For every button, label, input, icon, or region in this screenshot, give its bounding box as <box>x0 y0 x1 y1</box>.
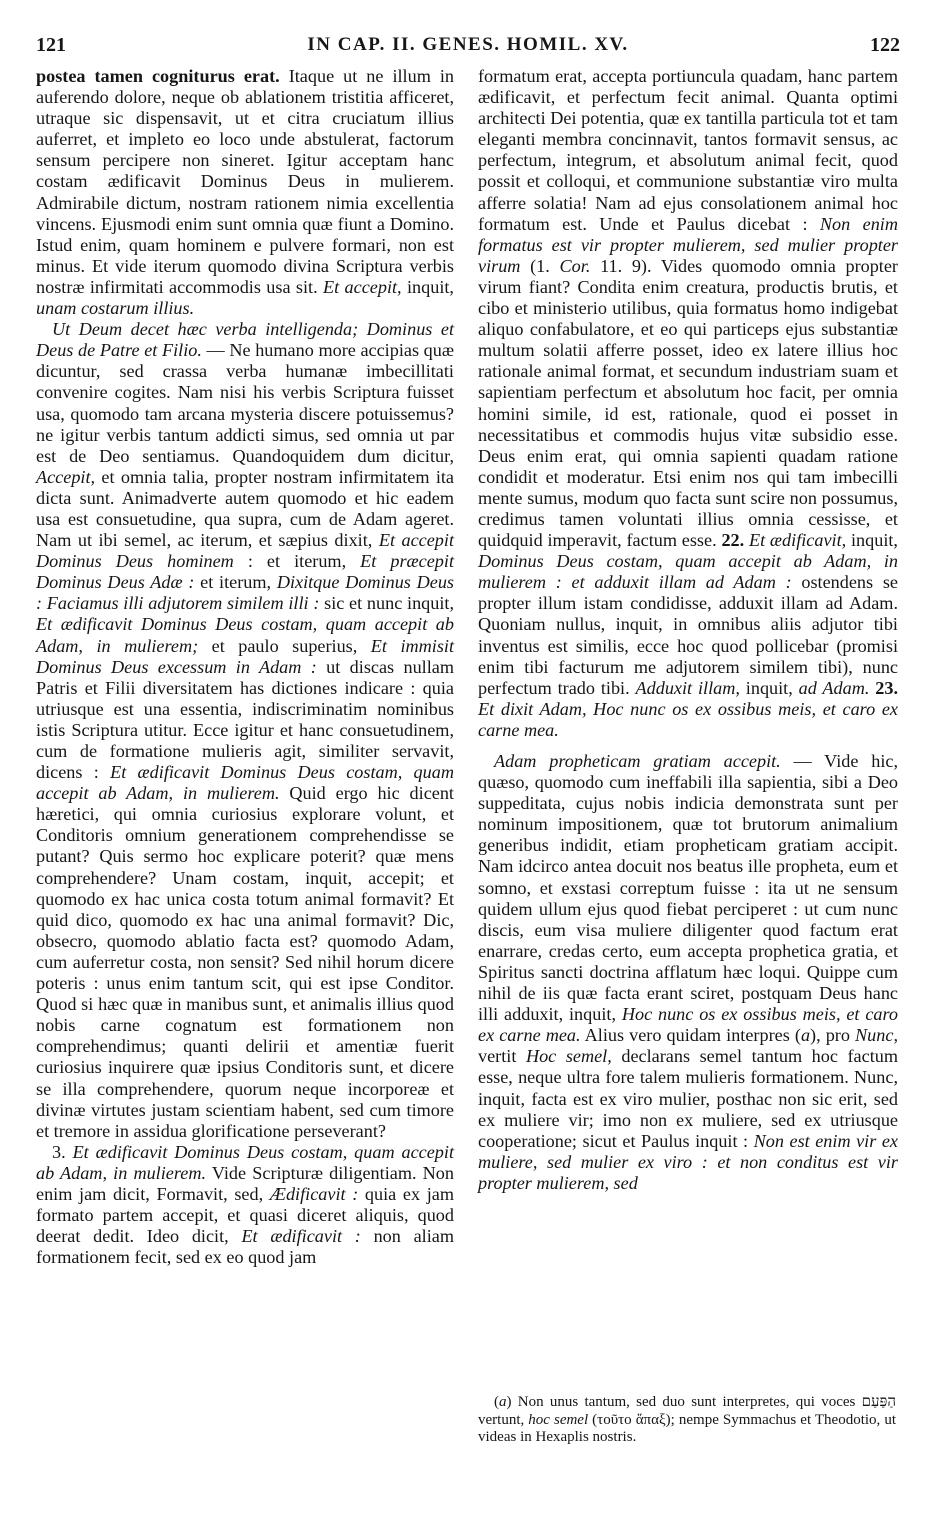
page-header <box>36 34 900 62</box>
italic-run: Et accepit, <box>323 276 402 297</box>
scripture-quote: Dixitque Dominus Deus : Faciamus illi adjutorem similem illi : <box>36 572 455 614</box>
page-number-right: 122 <box>870 34 900 56</box>
running-title: IN CAP. II. GENES. HOMIL. XV. <box>307 34 629 55</box>
text-run: — Vide hic, quæso, quomodo cum ineffabili illa sapientia, sibi a Deo suppeditata, cujus nobis indicia demonstrata sunt per nominum impositionem, quæ tot brutorum animalium generibus indidit, etiam propheticam gratiam accipit. Nam idcirco antea docuit nos beatus ille propheta, eum et somno, et exstasi correptum fuisse : ita ut ne sensum quidem ullum ejus quod fiebat perciperet : ut cum nunc discis, eum visa muliere diligenter quod factum erat enarrare, credas certo, eum accepta prophetica gratia, et Spiritus sancti doctrina afflatum hæc loqui. Quippe cum nihil de iis quæ facta erant sciret, postquam Deus hanc illi adduxit, inquit, <box>478 751 898 1025</box>
italic-run: Cor. <box>559 255 591 276</box>
scripture-quote: Et accepit Dominus Deus hominem <box>36 530 454 572</box>
text-run: et omnia talia, propter nostram infirmitatem ita dicta sunt. Animadverte autem quomodo et hic eadem usa est consuetudine, qua supra, cum de Adam ageret. Nam ut ibi semel, ac iterum, et sæpius dixit, <box>36 466 454 551</box>
footnote-marker: a <box>499 1394 507 1410</box>
right-paragraph-2 <box>478 751 898 1194</box>
scripture-quote: Dominus Deus costam, quam accepit ab Adam, in mulierem : et adduxit illam ad Adam : <box>478 551 898 593</box>
hebrew-word: הַפַּעַם <box>861 1394 896 1410</box>
left-paragraph-2 <box>36 319 454 1142</box>
text-run: vertunt, <box>478 1411 529 1428</box>
italic-run: unam costarum illius. <box>36 298 195 319</box>
text-run: quia ex jam formato partem accepit, et quasi diceret aliquis, quod deerat dedit. Ideo dicit, <box>36 1183 454 1247</box>
text-run: vertit <box>478 1046 526 1067</box>
scripture-quote: Et immisit Dominus Deus excessum in Adam : <box>36 635 454 677</box>
scripture-quote: Et ædificavit, <box>748 530 847 551</box>
text-run: ( <box>494 1394 499 1410</box>
italic-run: hoc semel <box>528 1411 589 1428</box>
right-column <box>478 66 898 1194</box>
text-run: : et iterum, <box>233 551 361 572</box>
right-paragraph-1 <box>478 66 898 741</box>
text-run: Itaque ut ne illum in auferendo dolore, neque ob ablationem tristitia afficeret, utraque sic dispensavit, ut et citra cruciatum illius auferret, et impleto eo loco unde abstulerat, factorum sensum percipere non sineret. Igitur acceptam hanc costam ædificavit Dominus Deus in mulierem. Admirabile dictum, nostram rationem nimia excellentia vincens. Ejusmodi enim sunt omnia quæ fiunt a Domino. Istud enim, quam hominem e pulvere formari, non est minus. Et vide iterum quomodo divina Scriptura verbis nostræ infirmitati accommodis usa sit. <box>36 66 454 297</box>
scripture-quote: Et dixit Adam, Hoc nunc os ex ossibus meis, et caro ex carne mea. <box>478 698 898 740</box>
page-number-left: 121 <box>36 34 66 56</box>
text-run: ), pro <box>810 1025 856 1046</box>
scripture-quote: Non enim formatus est vir propter mulierem, sed mulier propter virum <box>478 213 898 276</box>
section-heading: Adam propheticam gratiam accepit. <box>494 751 781 771</box>
scripture-quote: Non est enim vir ex muliere, sed mulier ex viro : et non conditus est vir propter mulierem, sed <box>478 1130 898 1193</box>
bold-run: postea tamen cogniturus erat. <box>36 66 280 86</box>
left-paragraph-3 <box>36 1142 454 1269</box>
italic-run: Et ædificavit : <box>241 1226 361 1247</box>
footnote-ref: a <box>800 1025 811 1046</box>
section-heading: Ut Deum decet hæc verba intelligenda; Dominus et Deus de Patre et Filio. <box>36 319 454 361</box>
scripture-quote: Hoc nunc os ex ossibus meis, et caro ex carne mea. <box>478 1004 898 1046</box>
text-run: ) Non unus tantum, sed duo sunt interpretes, qui voces <box>506 1394 862 1410</box>
scripture-quote: Et ædificavit Dominus Deus costam, quam accepit ab Adam, in mulierem. <box>36 1141 455 1183</box>
text-run: Quid ergo hic dicent hæretici, qui omnia curiosius explorare volunt, et Conditoris omnium generationem comprehendisse se putant? Quis sermo hoc explicare poterit? quæ mens comprehendere? Unam costam, inquit, accepit; et quomodo ex hac unica costa totum animal formavit? Et quid dico, quomodo ex hac una animal formavit? Dic, obsecro, quomodo ablatio facta est? quomodo Adam, cum auferretur costa, non sensit? Sed nihil horum dicere poteris : unus enim tantum scit, qui est ipse Conditor. Quod si hæc quæ in manibus sunt, et animalis illius quod nobis carne cognatum est formationem non comprehendimus; quanti delirii et amentiæ fuerit curiosius inquirere quæ ipsius Conditoris sunt, et dicere se illa comprehendere, quorum neque incorporeæ et divinæ virtutes justam scientiam habent, sed cum timore et tremore in assidua glorificatione perseverant? <box>36 783 454 1141</box>
left-column <box>36 66 454 1268</box>
scripture-quote: Et ædificavit Dominus Deus costam, quam accepit ab Adam, in mulierem. <box>36 762 454 804</box>
scripture-quote: ad Adam. <box>798 677 870 698</box>
scripture-quote: Adduxit illam, <box>635 677 740 698</box>
verse-number: 23. <box>875 677 899 698</box>
text-run: inquit, <box>739 677 799 698</box>
text-run: inquit, <box>846 530 898 551</box>
text-run: formatum erat, accepta portiuncula quadam, hanc partem ædificavit, et perfectum fecit animal. Quanta optimi architecti Dei potentia, quæ ex tantilla particula tot et tam eleganti membra concinnavit, tantos formavit sensus, ac perfectum, integrum, et absolutum animal fecit, quod possit et colloqui, et communione substantiæ viro multa afferre solatia! Nam ad ejus consolationem animal hoc formatum est. Unde et Paulus dicebat : <box>478 66 898 234</box>
footnote-paragraph <box>478 1394 896 1447</box>
text-run: declarans semel tantum hoc factum esse, neque ultra fore talem mulieris formationem. Nunc, inquit, facta est ex viro mulier, posthac non sic erit, sed ex muliere vir; imo non ex muliere, sed ex utriusque cooperatione; sicut et Paulus inquit : <box>478 1046 898 1151</box>
italic-run: Accepit, <box>36 466 96 487</box>
text-run: (1. <box>520 255 560 276</box>
left-paragraph-1 <box>36 66 454 319</box>
text-run: sic et nunc inquit, <box>319 593 455 614</box>
italic-run: Ædificavit : <box>269 1183 359 1204</box>
text-run: ostendens se propter illum istam condidisse, adduxit illam ad Adam. Quoniam nullus, inquit, in omnibus aliis adjutor tibi inventus est similis, ecce hoc quod pollicebar (promisi enim tibi facturum me adjutorem similem tibi), nunc perfectum trado tibi. <box>478 572 898 698</box>
text-run: non aliam formationem fecit, sed ex eo quod jam <box>36 1226 454 1268</box>
text-run: ut discas nullam Patris et Filii diversitatem has dictiones indicare : quia utriusque est una essentia, indiscriminatim nominibus istis Scriptura utitur. Ecce igitur et hanc consuetudinem, cum de formatione mulieris agit, similiter servavit, dicens : <box>36 656 455 783</box>
footnote <box>478 1394 896 1447</box>
text-run: et paulo superius, <box>198 635 371 656</box>
text-run: inquit, <box>401 276 454 297</box>
scripture-quote: Et ædificavit Dominus Deus costam, quam accepit ab Adam, in mulierem; <box>36 614 454 656</box>
text-run: (τοῦτο ἅπαξ); nempe Symmachus et Theodotio, ut videas in Hexaplis nostris. <box>478 1411 896 1445</box>
text-run: — Ne humano more accipias quæ dicuntur, sed crassa verba humanæ imbecillitati convenire cogites. Nam nisi his verbis Scriptura fuisset usa, quomodo tam arcana mysteria discere potuissemus? ne igitur verbis tantum addicti simus, sed omnia ut par est de Deo sentiamus. Quandoquidem dum dicitur, <box>36 340 454 466</box>
section-number: 3. <box>52 1141 73 1162</box>
text-run: Vide Scripturæ diligentiam. Non enim jam dicit, Formavit, sed, <box>36 1162 454 1204</box>
italic-run: Nunc, <box>855 1025 898 1046</box>
text-run: 11. 9). Vides quomodo omnia propter virum fiant? Condita enim creatura, productis brutis, et cibo et ministerio utilibus, quia formatus homo indigebat aliquo confabulatore, et eo qui particeps ejus substantiæ multum solatii afferre posset, ideo ex latere illius hoc rationale animal format, et secundum industriam suam et sapientiam perfectum et absolutum hoc facit, per omnia homini simile, id est, rationale, quod ei posset in necessitatibus et commodis hujus vitæ subsidio esse. Deus enim erat, qui omnia sapienti quadam ratione condidit et moderatur. Etsi enim nos qui tam imbecilli mente sumus, modum quo facta sunt scire non possumus, credimus tamen voluntati illius omnia cessisse, et quidquid imperavit, factum esse. <box>478 255 898 551</box>
scripture-quote: Et præcepit Dominus Deus Adæ : <box>36 551 454 593</box>
verse-number: 22. <box>721 530 745 551</box>
text-run: Alius vero quidam interpres ( <box>580 1025 801 1046</box>
text-run: et iterum, <box>194 572 277 593</box>
italic-run: Hoc semel, <box>525 1046 612 1067</box>
